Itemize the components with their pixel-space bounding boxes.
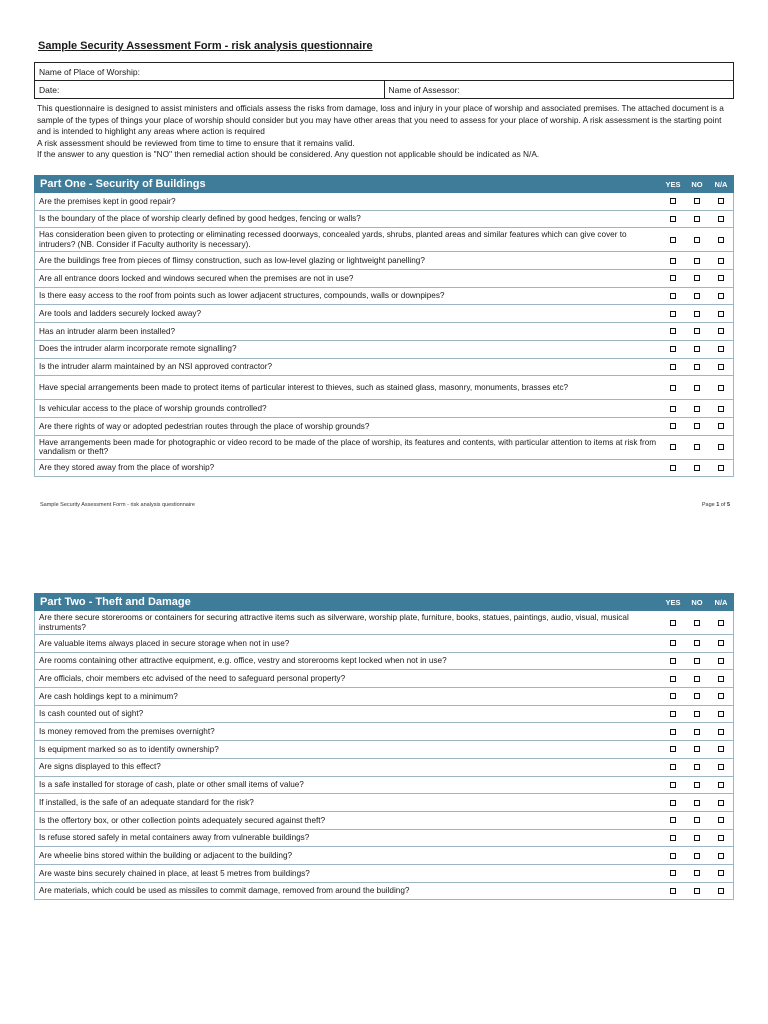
yes-cell [661, 800, 685, 806]
page-number [702, 502, 730, 508]
na-checkbox[interactable] [718, 216, 724, 222]
question-text: Are the buildings free from pieces of flimsy construction, such as low-level glazing or lightweight panelling? [39, 256, 425, 266]
na-checkbox[interactable] [718, 835, 724, 841]
no-cell [685, 423, 709, 429]
yes-cell [661, 465, 685, 471]
question-text: Are there secure storerooms or containers for securing attractive items such as silverware, worship plate, furniture, books, statues, paintings, audio, visual, musical instruments? [39, 613, 629, 632]
question-row [34, 288, 734, 306]
question-text: If installed, is the safe of an adequate standard for the risk? [39, 797, 254, 807]
na-checkbox[interactable] [718, 328, 724, 334]
question-row [34, 812, 734, 830]
na-checkbox[interactable] [718, 423, 724, 429]
yes-checkbox[interactable] [670, 311, 676, 317]
question-row [34, 741, 734, 759]
question-row [34, 376, 734, 400]
question-row [34, 460, 734, 478]
no-cell [685, 729, 709, 735]
yes-checkbox[interactable] [670, 853, 676, 859]
na-checkbox[interactable] [718, 746, 724, 752]
na-checkbox[interactable] [718, 870, 724, 876]
no-cell [685, 237, 709, 243]
yes-cell [661, 216, 685, 222]
na-checkbox[interactable] [718, 293, 724, 299]
na-column-header: N/A [714, 179, 728, 189]
na-checkbox[interactable] [718, 620, 724, 626]
assessor-field[interactable]: Name of Assessor: [384, 81, 734, 99]
no-checkbox[interactable] [694, 764, 700, 770]
no-checkbox[interactable] [694, 198, 700, 204]
assessment-info-table [34, 62, 734, 99]
na-cell [709, 328, 733, 334]
no-cell [685, 853, 709, 859]
no-cell [685, 746, 709, 752]
no-checkbox[interactable] [694, 746, 700, 752]
na-cell [709, 275, 733, 281]
no-checkbox[interactable] [694, 870, 700, 876]
yes-cell [661, 640, 685, 646]
yes-checkbox[interactable] [670, 676, 676, 682]
no-cell [685, 888, 709, 894]
no-cell [685, 800, 709, 806]
yes-cell [661, 444, 685, 450]
question-row [34, 211, 734, 229]
yes-cell [661, 311, 685, 317]
na-checkbox[interactable] [718, 237, 724, 243]
na-checkbox[interactable] [718, 640, 724, 646]
footer-title: Sample Security Assessment Form - risk analysis questionnaire [40, 502, 195, 508]
yes-checkbox[interactable] [670, 835, 676, 841]
no-checkbox[interactable] [694, 293, 700, 299]
na-checkbox[interactable] [718, 853, 724, 859]
na-cell [709, 237, 733, 243]
na-checkbox[interactable] [718, 465, 724, 471]
question-text: Have arrangements been made for photographic or video record to be made of the place of worship, its features and contents, with particular attention to items at risk from vandalism or theft? [39, 437, 657, 457]
yes-cell [661, 364, 685, 370]
na-cell [709, 711, 733, 717]
yes-checkbox[interactable] [670, 216, 676, 222]
na-cell [709, 216, 733, 222]
yes-checkbox[interactable] [670, 198, 676, 204]
question-row [34, 270, 734, 288]
question-text: Are valuable items always placed in secure storage when not in use? [39, 638, 290, 648]
no-cell [685, 406, 709, 412]
na-cell [709, 311, 733, 317]
question-row [34, 228, 734, 252]
question-row [34, 865, 734, 883]
yes-checkbox[interactable] [670, 782, 676, 788]
yes-cell [661, 711, 685, 717]
question-text: Is equipment marked so as to identify ownership? [39, 744, 219, 754]
yes-cell [661, 853, 685, 859]
yes-checkbox[interactable] [670, 817, 676, 823]
no-cell [685, 465, 709, 471]
na-checkbox[interactable] [718, 444, 724, 450]
no-checkbox[interactable] [694, 782, 700, 788]
yes-cell [661, 835, 685, 841]
na-checkbox[interactable] [718, 800, 724, 806]
yes-checkbox[interactable] [670, 640, 676, 646]
no-cell [685, 782, 709, 788]
question-row [34, 706, 734, 724]
yes-checkbox[interactable] [670, 275, 676, 281]
question-text: Is there easy access to the roof from points such as lower adjacent structures, compounds, walls or downpipes? [39, 291, 445, 301]
page-title: Sample Security Assessment Form - risk analysis questionnaire [38, 40, 373, 52]
yes-cell [661, 729, 685, 735]
na-checkbox[interactable] [718, 676, 724, 682]
page-prefix: Page [701, 502, 717, 508]
yes-column-header: YES [665, 179, 681, 189]
question-text: Is a safe installed for storage of cash, plate or other small items of value? [39, 780, 304, 790]
yes-cell [661, 693, 685, 699]
na-cell [709, 640, 733, 646]
yes-cell [661, 275, 685, 281]
yes-cell [661, 870, 685, 876]
no-checkbox[interactable] [694, 853, 700, 859]
no-checkbox[interactable] [694, 465, 700, 471]
yes-checkbox[interactable] [670, 444, 676, 450]
na-cell [709, 729, 733, 735]
no-checkbox[interactable] [694, 275, 700, 281]
yes-cell [661, 406, 685, 412]
no-checkbox[interactable] [694, 817, 700, 823]
no-cell [685, 444, 709, 450]
no-checkbox[interactable] [694, 658, 700, 664]
na-cell [709, 364, 733, 370]
no-cell [685, 198, 709, 204]
na-cell [709, 444, 733, 450]
section-title: Part One - Security of Buildings [40, 178, 206, 190]
na-checkbox[interactable] [718, 406, 724, 412]
na-cell [709, 746, 733, 752]
yes-cell [661, 764, 685, 770]
na-cell [709, 693, 733, 699]
question-row [34, 688, 734, 706]
question-text: Does the intruder alarm incorporate remote signalling? [39, 344, 237, 354]
no-cell [685, 346, 709, 352]
no-checkbox[interactable] [694, 711, 700, 717]
na-cell [709, 853, 733, 859]
yes-cell [661, 258, 685, 264]
question-text: Has consideration been given to protecting or eliminating recessed doorways, concealed yards, shrubs, planted areas and similar features which can give cover to intruders? (NB. Consider if Faculty authority is necessary). [39, 230, 627, 249]
no-cell [685, 258, 709, 264]
no-checkbox[interactable] [694, 640, 700, 646]
yes-cell [661, 423, 685, 429]
question-row [34, 418, 734, 436]
question-row [34, 323, 734, 341]
question-row [34, 883, 734, 901]
yes-cell [661, 198, 685, 204]
na-cell [709, 258, 733, 264]
no-checkbox[interactable] [694, 676, 700, 682]
yes-checkbox[interactable] [670, 346, 676, 352]
yes-cell [661, 293, 685, 299]
na-cell [709, 658, 733, 664]
question-text: Are rooms containing other attractive equipment, e.g. office, vestry and storerooms kept locked when not in use? [39, 656, 447, 666]
na-cell [709, 676, 733, 682]
intro-paragraph: This questionnaire is designed to assist ministers and officials assess the risks from damage, loss and injury in your place of worship and associated premises. The attached document is a sample of the types of things your place of worship should consider but you may have other areas that you need to assess for your place of worship. A risk assessment is the starting point and is intended to highlight any areas where action is required [37, 103, 724, 137]
question-text: Is refuse stored safely in metal containers away from vulnerable buildings? [39, 833, 310, 843]
no-column-header: NO [691, 597, 703, 607]
question-text: Is money removed from the premises overnight? [39, 727, 215, 737]
no-checkbox[interactable] [694, 888, 700, 894]
no-cell [685, 293, 709, 299]
question-row [34, 759, 734, 777]
na-checkbox[interactable] [718, 275, 724, 281]
na-checkbox[interactable] [718, 364, 724, 370]
na-cell [709, 870, 733, 876]
question-text: Are signs displayed to this effect? [39, 762, 161, 772]
yes-checkbox[interactable] [670, 423, 676, 429]
question-row [34, 670, 734, 688]
section-part-two [34, 593, 734, 900]
no-checkbox[interactable] [694, 258, 700, 264]
question-text: Are all entrance doors locked and windows secured when the premises are not in use? [39, 273, 354, 283]
na-checkbox[interactable] [718, 385, 724, 391]
na-cell [709, 764, 733, 770]
date-field[interactable]: Date: [35, 81, 385, 99]
yes-checkbox[interactable] [670, 620, 676, 626]
question-text: Has an intruder alarm been installed? [39, 326, 176, 336]
no-cell [685, 311, 709, 317]
yes-checkbox[interactable] [670, 364, 676, 370]
yes-checkbox[interactable] [670, 888, 676, 894]
question-text: Is the offertory box, or other collection points adequately secured against theft? [39, 815, 326, 825]
question-row [34, 653, 734, 671]
no-cell [685, 764, 709, 770]
no-cell [685, 620, 709, 626]
no-cell [685, 817, 709, 823]
yes-checkbox[interactable] [670, 870, 676, 876]
no-checkbox[interactable] [694, 216, 700, 222]
question-row [34, 847, 734, 865]
no-cell [685, 658, 709, 664]
na-checkbox[interactable] [718, 346, 724, 352]
yes-cell [661, 782, 685, 788]
yes-cell [661, 328, 685, 334]
question-row [34, 723, 734, 741]
yes-cell [661, 746, 685, 752]
na-cell [709, 346, 733, 352]
question-list [34, 611, 734, 900]
intro-paragraph: A risk assessment should be reviewed from time to time to ensure that it remains valid. [37, 137, 355, 148]
question-row [34, 611, 734, 635]
no-checkbox[interactable] [694, 423, 700, 429]
section-header [34, 175, 734, 193]
na-cell [709, 406, 733, 412]
yes-cell [661, 346, 685, 352]
no-cell [685, 364, 709, 370]
no-cell [685, 275, 709, 281]
na-checkbox[interactable] [718, 817, 724, 823]
yes-checkbox[interactable] [670, 764, 676, 770]
na-checkbox[interactable] [718, 258, 724, 264]
no-cell [685, 870, 709, 876]
no-checkbox[interactable] [694, 693, 700, 699]
question-text: Are officials, choir members etc advised of the need to safeguard personal property? [39, 674, 346, 684]
page-of: of [719, 502, 727, 508]
question-row [34, 777, 734, 795]
yes-cell [661, 385, 685, 391]
question-text: Is the boundary of the place of worship clearly defined by good hedges, fencing or walls? [39, 214, 361, 224]
na-checkbox[interactable] [718, 198, 724, 204]
na-cell [709, 835, 733, 841]
section-part-one [34, 175, 734, 477]
no-cell [685, 328, 709, 334]
yes-checkbox[interactable] [670, 693, 676, 699]
na-cell [709, 817, 733, 823]
no-cell [685, 835, 709, 841]
question-text: Is cash counted out of sight? [39, 709, 144, 719]
na-checkbox[interactable] [718, 711, 724, 717]
no-checkbox[interactable] [694, 364, 700, 370]
question-text: Are the premises kept in good repair? [39, 196, 176, 206]
no-checkbox[interactable] [694, 237, 700, 243]
section-title: Part Two - Theft and Damage [40, 596, 191, 608]
na-cell [709, 782, 733, 788]
yes-cell [661, 620, 685, 626]
yes-checkbox[interactable] [670, 258, 676, 264]
na-cell [709, 423, 733, 429]
no-checkbox[interactable] [694, 729, 700, 735]
no-checkbox[interactable] [694, 444, 700, 450]
question-row [34, 400, 734, 418]
na-checkbox[interactable] [718, 693, 724, 699]
no-checkbox[interactable] [694, 311, 700, 317]
yes-cell [661, 676, 685, 682]
na-checkbox[interactable] [718, 729, 724, 735]
intro-text [37, 103, 734, 161]
yes-checkbox[interactable] [670, 658, 676, 664]
question-text: Is vehicular access to the place of worship grounds controlled? [39, 403, 267, 413]
section-header [34, 593, 734, 611]
yes-checkbox[interactable] [670, 406, 676, 412]
na-cell [709, 293, 733, 299]
question-row [34, 193, 734, 211]
no-checkbox[interactable] [694, 835, 700, 841]
question-row [34, 635, 734, 653]
no-checkbox[interactable] [694, 385, 700, 391]
intro-paragraph: If the answer to any question is "NO" then remedial action should be considered. Any question not applicable should be indicated as N/A. [37, 149, 540, 160]
yes-cell [661, 658, 685, 664]
question-row [34, 359, 734, 377]
yes-checkbox[interactable] [670, 746, 676, 752]
no-cell [685, 640, 709, 646]
question-text: Are wheelie bins stored within the building or adjacent to the building? [39, 850, 293, 860]
no-cell [685, 385, 709, 391]
na-checkbox[interactable] [718, 658, 724, 664]
yes-cell [661, 817, 685, 823]
question-row [34, 341, 734, 359]
question-text: Have special arrangements been made to protect items of particular interest to thieves, such as stained glass, masonry, monuments, brasses etc? [39, 382, 569, 392]
yes-checkbox[interactable] [670, 237, 676, 243]
na-cell [709, 385, 733, 391]
no-cell [685, 693, 709, 699]
na-checkbox[interactable] [718, 311, 724, 317]
no-checkbox[interactable] [694, 620, 700, 626]
yes-column-header: YES [665, 597, 681, 607]
yes-checkbox[interactable] [670, 711, 676, 717]
yes-checkbox[interactable] [670, 385, 676, 391]
na-checkbox[interactable] [718, 782, 724, 788]
na-column-header: N/A [714, 597, 728, 607]
yes-cell [661, 237, 685, 243]
question-text: Are waste bins securely chained in place, at least 5 metres from buildings? [39, 868, 310, 878]
no-checkbox[interactable] [694, 406, 700, 412]
place-of-worship-field[interactable]: Name of Place of Worship: [35, 63, 734, 81]
page-current: 1 [716, 502, 720, 508]
question-row [34, 305, 734, 323]
question-row [34, 436, 734, 460]
question-row [34, 830, 734, 848]
page-total: 5 [726, 502, 730, 508]
na-checkbox[interactable] [718, 764, 724, 770]
no-column-header: NO [691, 179, 703, 189]
na-checkbox[interactable] [718, 888, 724, 894]
question-row [34, 252, 734, 270]
question-text: Are they stored away from the place of worship? [39, 463, 215, 473]
na-cell [709, 888, 733, 894]
yes-checkbox[interactable] [670, 729, 676, 735]
na-cell [709, 620, 733, 626]
na-cell [709, 198, 733, 204]
na-cell [709, 800, 733, 806]
yes-checkbox[interactable] [670, 465, 676, 471]
yes-checkbox[interactable] [670, 800, 676, 806]
no-cell [685, 711, 709, 717]
question-text: Are cash holdings kept to a minimum? [39, 691, 178, 701]
question-list [34, 193, 734, 477]
no-checkbox[interactable] [694, 328, 700, 334]
question-row [34, 794, 734, 812]
question-text: Are materials, which could be used as missiles to commit damage, removed from around the building? [39, 886, 410, 896]
question-text: Is the intruder alarm maintained by an NSI approved contractor? [39, 362, 273, 372]
question-text: Are tools and ladders securely locked away? [39, 309, 202, 319]
no-checkbox[interactable] [694, 346, 700, 352]
question-text: Are there rights of way or adopted pedestrian routes through the place of worship grounds? [39, 421, 370, 431]
na-cell [709, 465, 733, 471]
yes-cell [661, 888, 685, 894]
yes-checkbox[interactable] [670, 328, 676, 334]
yes-checkbox[interactable] [670, 293, 676, 299]
no-checkbox[interactable] [694, 800, 700, 806]
no-cell [685, 676, 709, 682]
no-cell [685, 216, 709, 222]
